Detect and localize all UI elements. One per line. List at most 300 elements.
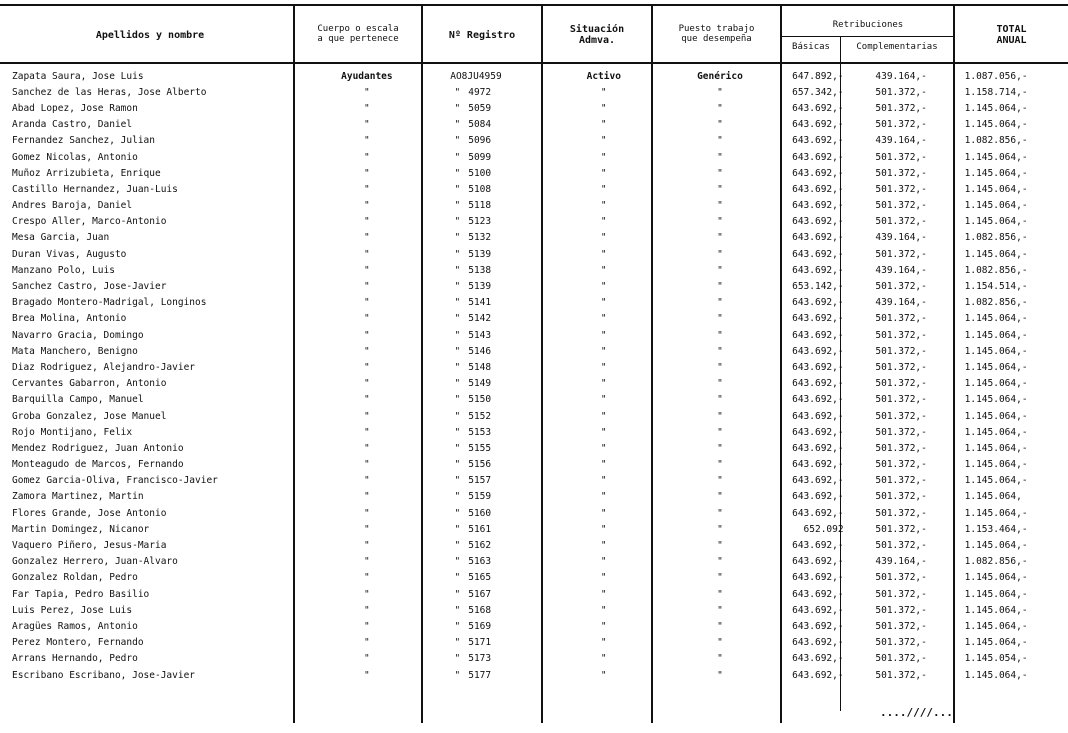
row-complementarias: 501.372,- bbox=[875, 183, 927, 195]
row-registro bbox=[430, 667, 549, 683]
row-basicas: 647.892,- bbox=[792, 70, 844, 82]
row-name: Gomez Nicolas, Antonio bbox=[12, 151, 138, 163]
row-basicas: 643.692,- bbox=[792, 637, 844, 649]
row-registro-number: 5162 bbox=[468, 540, 492, 552]
row-registro-number: 5100 bbox=[468, 167, 492, 179]
row-total: 1.145.064,- bbox=[964, 167, 1028, 179]
row-registro-number: 5163 bbox=[468, 556, 492, 568]
row-registro-ditto: " bbox=[454, 669, 461, 681]
row-registro bbox=[430, 295, 549, 311]
row-basicas: 643.692,- bbox=[792, 540, 844, 552]
row-name: Mesa Garcia, Juan bbox=[12, 232, 110, 244]
row-complementarias: 439.164,- bbox=[875, 70, 927, 82]
row-puesto: " bbox=[717, 491, 723, 503]
row-registro-ditto: " bbox=[454, 588, 461, 600]
row-puesto: " bbox=[717, 442, 723, 454]
row-total: 1.145.064,- bbox=[964, 313, 1028, 325]
row-registro-ditto: " bbox=[454, 378, 461, 390]
table-row bbox=[0, 198, 1068, 214]
row-complementarias: 439.164,- bbox=[875, 232, 927, 244]
row-basicas: 643.692,- bbox=[792, 102, 844, 114]
header-situacion bbox=[544, 24, 650, 46]
row-puesto: " bbox=[717, 200, 723, 212]
row-name: Luis Perez, Jose Luis bbox=[12, 604, 133, 616]
row-basicas: 643.692,- bbox=[792, 232, 844, 244]
row-complementarias: 501.372,- bbox=[875, 572, 927, 584]
row-basicas: 643.692,- bbox=[792, 669, 844, 681]
row-situacion: " bbox=[600, 491, 607, 503]
row-cuerpo: " bbox=[364, 507, 370, 519]
row-complementarias: 501.372,- bbox=[875, 426, 927, 438]
row-registro-ditto: " bbox=[454, 459, 461, 471]
row-cuerpo: " bbox=[364, 620, 370, 632]
row-name: Mata Manchero, Benigno bbox=[12, 345, 138, 357]
row-registro-number: 5159 bbox=[468, 491, 492, 503]
row-complementarias: 501.372,- bbox=[875, 216, 927, 228]
row-basicas: 643.692,- bbox=[792, 556, 844, 568]
row-registro-ditto: " bbox=[454, 102, 461, 114]
row-situacion: " bbox=[600, 540, 607, 552]
row-complementarias: 501.372,- bbox=[875, 394, 927, 406]
row-complementarias: 439.164,- bbox=[875, 556, 927, 568]
retribuciones-sub-rule bbox=[782, 36, 954, 37]
row-basicas: 643.692,- bbox=[792, 345, 844, 357]
row-puesto: " bbox=[717, 653, 723, 665]
row-basicas: 643.692,- bbox=[792, 604, 844, 616]
header-puesto bbox=[654, 24, 779, 44]
row-puesto: " bbox=[717, 135, 723, 147]
row-cuerpo: " bbox=[364, 151, 370, 163]
row-name: Fernandez Sanchez, Julian bbox=[12, 135, 155, 147]
table-row bbox=[0, 165, 1068, 181]
row-puesto: " bbox=[717, 540, 723, 552]
row-situacion: " bbox=[600, 135, 607, 147]
row-cuerpo: " bbox=[364, 86, 370, 98]
row-cuerpo: " bbox=[364, 329, 370, 341]
row-complementarias: 501.372,- bbox=[875, 102, 927, 114]
row-registro bbox=[430, 489, 549, 505]
row-total: 1.145.064,- bbox=[964, 475, 1028, 487]
row-cuerpo: " bbox=[364, 426, 370, 438]
row-complementarias: 501.372,- bbox=[875, 507, 927, 519]
row-total: 1.145.064,- bbox=[964, 345, 1028, 357]
row-total: 1.145.064,- bbox=[964, 102, 1028, 114]
table-row bbox=[0, 84, 1068, 100]
row-cuerpo: " bbox=[364, 361, 370, 373]
top-rule bbox=[0, 4, 1068, 6]
row-situacion: " bbox=[600, 248, 607, 260]
row-registro-ditto: " bbox=[454, 491, 461, 503]
row-puesto: " bbox=[717, 523, 723, 535]
row-registro-ditto: " bbox=[454, 183, 461, 195]
row-cuerpo: Ayudantes bbox=[341, 70, 393, 82]
row-puesto: " bbox=[717, 151, 723, 163]
closing-mark: ....////... bbox=[880, 706, 953, 719]
row-situacion: " bbox=[600, 216, 607, 228]
row-total: 1.145.064,- bbox=[964, 394, 1028, 406]
row-basicas: 643.692,- bbox=[792, 426, 844, 438]
row-registro bbox=[430, 521, 549, 537]
row-situacion: " bbox=[600, 475, 607, 487]
row-complementarias: 501.372,- bbox=[875, 410, 927, 422]
row-situacion: " bbox=[600, 232, 607, 244]
row-total: 1.145.064,- bbox=[964, 183, 1028, 195]
row-complementarias: 501.372,- bbox=[875, 329, 927, 341]
row-situacion: " bbox=[600, 410, 607, 422]
row-registro-ditto: " bbox=[454, 232, 461, 244]
row-registro-number: 5059 bbox=[468, 102, 492, 114]
table-row bbox=[0, 100, 1068, 116]
row-basicas: 643.692,- bbox=[792, 361, 844, 373]
row-basicas: 643.692,- bbox=[792, 183, 844, 195]
row-registro-ditto: " bbox=[454, 329, 461, 341]
row-cuerpo: " bbox=[364, 588, 370, 600]
row-cuerpo: " bbox=[364, 167, 370, 179]
row-registro bbox=[430, 618, 549, 634]
row-cuerpo: " bbox=[364, 281, 370, 293]
row-registro bbox=[430, 408, 549, 424]
row-complementarias: 501.372,- bbox=[875, 653, 927, 665]
row-basicas: 643.692,- bbox=[792, 313, 844, 325]
row-cuerpo: " bbox=[364, 102, 370, 114]
table-row bbox=[0, 489, 1068, 505]
row-basicas: 643.692,- bbox=[792, 135, 844, 147]
row-registro-number: 5108 bbox=[468, 183, 492, 195]
table-row bbox=[0, 602, 1068, 618]
table-row bbox=[0, 635, 1068, 651]
row-registro-ditto: " bbox=[454, 345, 461, 357]
row-name: Navarro Gracia, Domingo bbox=[12, 329, 144, 341]
header-bottom-rule bbox=[0, 62, 1068, 64]
row-name: Far Tapia, Pedro Basilio bbox=[12, 588, 150, 600]
row-basicas: 643.692,- bbox=[792, 200, 844, 212]
row-situacion: " bbox=[600, 523, 607, 535]
row-registro bbox=[430, 327, 549, 343]
header-situacion-line2: Admva. bbox=[578, 35, 616, 46]
row-puesto: " bbox=[717, 459, 723, 471]
row-puesto: " bbox=[717, 426, 723, 438]
row-registro-ditto: " bbox=[454, 361, 461, 373]
row-complementarias: 501.372,- bbox=[875, 540, 927, 552]
table-row bbox=[0, 376, 1068, 392]
row-puesto: " bbox=[717, 572, 723, 584]
row-puesto: " bbox=[717, 669, 723, 681]
row-registro bbox=[430, 262, 549, 278]
row-name: Rojo Montijano, Felix bbox=[12, 426, 133, 438]
row-puesto: " bbox=[717, 167, 723, 179]
row-name: Abad Lopez, Jose Ramon bbox=[12, 102, 138, 114]
row-name: Zamora Martinez, Martin bbox=[12, 491, 144, 503]
row-cuerpo: " bbox=[364, 604, 370, 616]
row-registro-number: 5169 bbox=[468, 620, 492, 632]
row-registro bbox=[430, 278, 549, 294]
table-row bbox=[0, 554, 1068, 570]
row-name: Crespo Aller, Marco-Antonio bbox=[12, 216, 167, 228]
row-total: 1.145.064,- bbox=[964, 200, 1028, 212]
row-puesto: " bbox=[717, 345, 723, 357]
row-complementarias: 501.372,- bbox=[875, 604, 927, 616]
row-situacion: " bbox=[600, 183, 607, 195]
row-registro bbox=[430, 635, 549, 651]
table-row bbox=[0, 586, 1068, 602]
row-situacion: " bbox=[600, 507, 607, 519]
row-registro bbox=[430, 359, 549, 375]
table-row bbox=[0, 343, 1068, 359]
row-registro bbox=[430, 537, 549, 553]
row-cuerpo: " bbox=[364, 345, 370, 357]
row-complementarias: 501.372,- bbox=[875, 86, 927, 98]
row-registro-ditto: " bbox=[454, 135, 461, 147]
row-total: 1.082.856,- bbox=[964, 232, 1028, 244]
row-registro bbox=[430, 457, 549, 473]
row-basicas: 652.092 bbox=[803, 523, 844, 535]
table-row bbox=[0, 295, 1068, 311]
row-name: Martin Domingez, Nicanor bbox=[12, 523, 150, 535]
row-basicas: 643.692,- bbox=[792, 151, 844, 163]
row-name: Gonzalez Roldan, Pedro bbox=[12, 572, 138, 584]
row-total: 1.145.064,- bbox=[964, 216, 1028, 228]
row-cuerpo: " bbox=[364, 459, 370, 471]
header-cuerpo-line2: a que pertenece bbox=[317, 34, 399, 44]
row-total: 1.082.856,- bbox=[964, 264, 1028, 276]
row-basicas: 643.692,- bbox=[792, 491, 844, 503]
row-situacion: " bbox=[600, 86, 607, 98]
row-total: 1.145.064,- bbox=[964, 410, 1028, 422]
row-registro-number: 5148 bbox=[468, 361, 492, 373]
row-name: Mendez Rodriguez, Juan Antonio bbox=[12, 442, 184, 454]
row-cuerpo: " bbox=[364, 491, 370, 503]
row-situacion: " bbox=[600, 167, 607, 179]
row-puesto: " bbox=[717, 556, 723, 568]
row-puesto: " bbox=[717, 507, 723, 519]
row-registro-number: 5177 bbox=[468, 669, 492, 681]
table-row bbox=[0, 618, 1068, 634]
row-registro-number: 5138 bbox=[468, 264, 492, 276]
table-row bbox=[0, 117, 1068, 133]
header-registro: Nº Registro bbox=[448, 30, 516, 41]
row-total: 1.145.064,- bbox=[964, 426, 1028, 438]
row-puesto: " bbox=[717, 329, 723, 341]
row-registro bbox=[430, 198, 549, 214]
row-name: Aragües Ramos, Antonio bbox=[12, 620, 138, 632]
row-complementarias: 501.372,- bbox=[875, 119, 927, 131]
row-registro-ditto: " bbox=[454, 604, 461, 616]
row-situacion: " bbox=[600, 588, 607, 600]
row-registro-number: 5171 bbox=[468, 637, 492, 649]
row-registro bbox=[430, 149, 549, 165]
row-cuerpo: " bbox=[364, 216, 370, 228]
row-name: Cervantes Gabarron, Antonio bbox=[12, 378, 167, 390]
row-registro-number: 5167 bbox=[468, 588, 492, 600]
table-row bbox=[0, 408, 1068, 424]
row-registro-number: 5161 bbox=[468, 523, 492, 535]
row-registro-number: AO8JU4959 bbox=[450, 70, 502, 82]
row-cuerpo: " bbox=[364, 135, 370, 147]
row-complementarias: 501.372,- bbox=[875, 620, 927, 632]
row-registro bbox=[430, 343, 549, 359]
row-registro bbox=[430, 392, 549, 408]
row-complementarias: 439.164,- bbox=[875, 135, 927, 147]
row-total: 1.145.064,- bbox=[964, 378, 1028, 390]
row-basicas: 643.692,- bbox=[792, 588, 844, 600]
table-row bbox=[0, 473, 1068, 489]
row-cuerpo: " bbox=[364, 572, 370, 584]
row-registro-ditto: " bbox=[454, 475, 461, 487]
row-registro-ditto: " bbox=[454, 442, 461, 454]
row-basicas: 643.692,- bbox=[792, 378, 844, 390]
header-complementarias: Complementarias bbox=[856, 42, 938, 52]
table-row bbox=[0, 359, 1068, 375]
row-registro-ditto: " bbox=[454, 86, 461, 98]
row-basicas: 643.692,- bbox=[792, 572, 844, 584]
row-puesto: " bbox=[717, 297, 723, 309]
row-situacion: " bbox=[600, 604, 607, 616]
row-total: 1.153.464,- bbox=[964, 523, 1028, 535]
row-complementarias: 501.372,- bbox=[875, 200, 927, 212]
header-name: Apellidos y nombre bbox=[95, 30, 205, 41]
row-registro bbox=[430, 440, 549, 456]
row-total: 1.145.064,- bbox=[964, 329, 1028, 341]
row-puesto: " bbox=[717, 604, 723, 616]
personnel-table-body bbox=[0, 68, 1068, 683]
header-cuerpo-line1: Cuerpo o escala bbox=[317, 24, 399, 34]
row-complementarias: 501.372,- bbox=[875, 669, 927, 681]
row-basicas: 643.692,- bbox=[792, 297, 844, 309]
row-registro-ditto: " bbox=[454, 216, 461, 228]
row-total: 1.145.064,- bbox=[964, 248, 1028, 260]
row-total: 1.145.064,- bbox=[964, 604, 1028, 616]
header-puesto-line1: Puesto trabajo bbox=[678, 24, 755, 34]
row-complementarias: 501.372,- bbox=[875, 491, 927, 503]
row-registro-number: 5123 bbox=[468, 216, 492, 228]
row-puesto: Genérico bbox=[697, 70, 743, 82]
row-cuerpo: " bbox=[364, 475, 370, 487]
table-row bbox=[0, 651, 1068, 667]
row-registro-ditto: " bbox=[454, 394, 461, 406]
row-registro-ditto: " bbox=[454, 119, 461, 131]
table-row bbox=[0, 667, 1068, 683]
row-registro-number: 4972 bbox=[468, 86, 492, 98]
row-situacion: " bbox=[600, 345, 607, 357]
row-puesto: " bbox=[717, 588, 723, 600]
row-basicas: 643.692,- bbox=[792, 119, 844, 131]
row-registro-number: 5118 bbox=[468, 200, 492, 212]
row-registro-ditto: " bbox=[454, 426, 461, 438]
row-registro-number: 5173 bbox=[468, 653, 492, 665]
row-registro bbox=[430, 181, 549, 197]
row-situacion: " bbox=[600, 361, 607, 373]
row-situacion: " bbox=[600, 264, 607, 276]
personnel-table bbox=[0, 68, 1068, 683]
row-registro-number: 5143 bbox=[468, 329, 492, 341]
row-situacion: " bbox=[600, 556, 607, 568]
row-cuerpo: " bbox=[364, 248, 370, 260]
row-complementarias: 501.372,- bbox=[875, 345, 927, 357]
row-registro bbox=[430, 602, 549, 618]
row-cuerpo: " bbox=[364, 394, 370, 406]
row-total: 1.082.856,- bbox=[964, 135, 1028, 147]
row-situacion: " bbox=[600, 653, 607, 665]
table-row bbox=[0, 505, 1068, 521]
row-name: Brea Molina, Antonio bbox=[12, 313, 127, 325]
row-total: 1.154.514,- bbox=[964, 281, 1028, 293]
table-row bbox=[0, 278, 1068, 294]
row-name: Zapata Saura, Jose Luis bbox=[12, 70, 144, 82]
row-situacion: " bbox=[600, 200, 607, 212]
row-registro bbox=[430, 473, 549, 489]
row-name: Vaquero Piñero, Jesus-Maria bbox=[12, 540, 167, 552]
row-basicas: 643.692,- bbox=[792, 507, 844, 519]
row-name: Muñoz Arrizubieta, Enrique bbox=[12, 167, 161, 179]
row-registro-number: 5139 bbox=[468, 281, 492, 293]
row-basicas: 643.692,- bbox=[792, 620, 844, 632]
row-complementarias: 501.372,- bbox=[875, 588, 927, 600]
row-registro-ditto: " bbox=[454, 410, 461, 422]
row-puesto: " bbox=[717, 119, 723, 131]
row-registro bbox=[430, 84, 549, 100]
row-registro-ditto: " bbox=[454, 653, 461, 665]
row-registro bbox=[430, 246, 549, 262]
row-registro bbox=[430, 165, 549, 181]
row-complementarias: 501.372,- bbox=[875, 378, 927, 390]
row-cuerpo: " bbox=[364, 637, 370, 649]
row-puesto: " bbox=[717, 248, 723, 260]
row-situacion: " bbox=[600, 281, 607, 293]
row-total: 1.145.064,- bbox=[964, 540, 1028, 552]
row-cuerpo: " bbox=[364, 313, 370, 325]
row-basicas: 643.692,- bbox=[792, 216, 844, 228]
row-registro-ditto: " bbox=[454, 572, 461, 584]
table-row bbox=[0, 457, 1068, 473]
row-situacion: " bbox=[600, 102, 607, 114]
table-row bbox=[0, 133, 1068, 149]
row-total: 1.145.064,- bbox=[964, 459, 1028, 471]
table-row bbox=[0, 311, 1068, 327]
row-cuerpo: " bbox=[364, 442, 370, 454]
row-name: Monteagudo de Marcos, Fernando bbox=[12, 459, 184, 471]
row-cuerpo: " bbox=[364, 297, 370, 309]
row-basicas: 643.692,- bbox=[792, 248, 844, 260]
row-total: 1.158.714,- bbox=[964, 86, 1028, 98]
row-cuerpo: " bbox=[364, 264, 370, 276]
table-row bbox=[0, 570, 1068, 586]
row-registro-number: 5149 bbox=[468, 378, 492, 390]
row-registro bbox=[430, 117, 549, 133]
header-cuerpo bbox=[296, 24, 420, 44]
row-basicas: 643.692,- bbox=[792, 653, 844, 665]
row-registro bbox=[430, 424, 549, 440]
row-complementarias: 439.164,- bbox=[875, 297, 927, 309]
row-name: Manzano Polo, Luis bbox=[12, 264, 115, 276]
row-cuerpo: " bbox=[364, 183, 370, 195]
row-registro-number: 5150 bbox=[468, 394, 492, 406]
row-name: Barquilla Campo, Manuel bbox=[12, 394, 144, 406]
row-complementarias: 439.164,- bbox=[875, 264, 927, 276]
row-registro bbox=[430, 214, 549, 230]
row-total: 1.145.064,- bbox=[964, 151, 1028, 163]
row-cuerpo: " bbox=[364, 556, 370, 568]
row-situacion: " bbox=[600, 378, 607, 390]
table-row bbox=[0, 214, 1068, 230]
table-row bbox=[0, 424, 1068, 440]
row-complementarias: 501.372,- bbox=[875, 167, 927, 179]
row-total: 1.145.064,- bbox=[964, 588, 1028, 600]
row-name: Perez Montero, Fernando bbox=[12, 637, 144, 649]
row-basicas: 653.142,- bbox=[792, 281, 844, 293]
row-basicas: 643.692,- bbox=[792, 410, 844, 422]
row-registro-number: 5142 bbox=[468, 313, 492, 325]
row-total: 1.145.054,- bbox=[964, 653, 1028, 665]
